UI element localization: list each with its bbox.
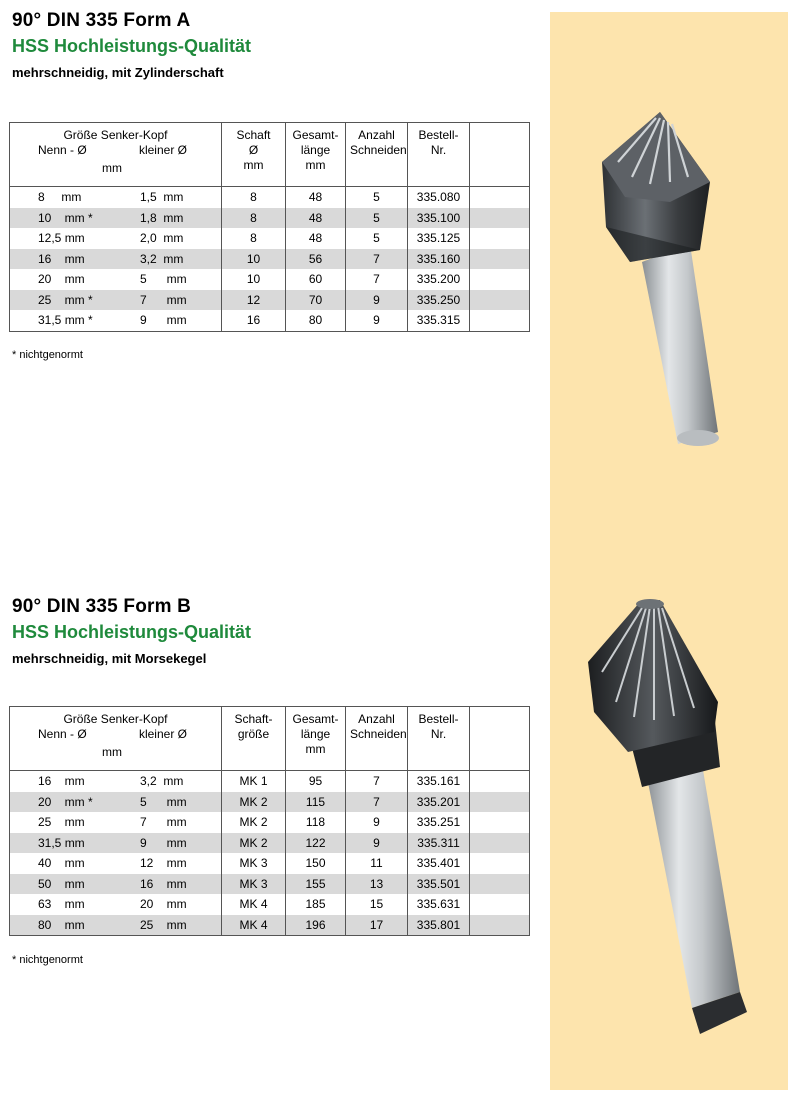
table-row (10, 249, 530, 270)
header-empty (470, 123, 530, 187)
total-length: 155 (286, 874, 346, 895)
total-length: 56 (286, 249, 346, 270)
shaft-size: MK 1 (222, 771, 286, 792)
small-diameter: 5 mm (140, 794, 187, 809)
nenn-diameter: 25 mm * (38, 292, 93, 307)
size-cell (10, 853, 222, 874)
countersink-images (550, 12, 788, 1090)
shaft-size: MK 2 (222, 792, 286, 813)
nenn-diameter: 16 mm (38, 774, 85, 789)
small-diameter: 3,2 mm (140, 774, 184, 789)
empty-cell (470, 792, 530, 813)
nenn-diameter: 40 mm (38, 856, 85, 871)
order-number: 335.160 (408, 249, 470, 270)
cutting-edges: 5 (346, 187, 408, 208)
order-number: 335.161 (408, 771, 470, 792)
size-cell (10, 771, 222, 792)
shaft-size: MK 4 (222, 915, 286, 936)
header-schaftgroesse: Schaft- größe (222, 707, 286, 771)
total-length: 185 (286, 894, 346, 915)
cutting-edges: 5 (346, 228, 408, 249)
section-a-heading (12, 10, 251, 80)
empty-cell (470, 874, 530, 895)
order-number: 335.311 (408, 833, 470, 854)
nenn-diameter: 31,5 mm * (38, 313, 93, 328)
shaft-size: MK 2 (222, 812, 286, 833)
cutting-edges: 15 (346, 894, 408, 915)
nenn-diameter: 16 mm (38, 251, 85, 266)
total-length: 115 (286, 792, 346, 813)
order-number: 335.401 (408, 853, 470, 874)
order-number: 335.200 (408, 269, 470, 290)
nenn-diameter: 20 mm * (38, 794, 93, 809)
header-anzahl-schneiden: Anzahl Schneiden (346, 707, 408, 771)
table-row (10, 833, 530, 854)
nenn-diameter: 63 mm (38, 897, 85, 912)
small-diameter: 25 mm (140, 917, 187, 932)
section-b-subtitle: HSS Hochleistungs-Qualität (12, 622, 252, 642)
shaft-diameter: 8 (222, 187, 286, 208)
table-row (10, 874, 530, 895)
table-row (10, 290, 530, 311)
countersink-form-b-image (588, 599, 747, 1034)
header-gesamtlaenge: Gesamt- länge mm (286, 707, 346, 771)
cutting-edges: 7 (346, 771, 408, 792)
nenn-diameter: 10 mm * (38, 210, 93, 225)
size-cell (10, 812, 222, 833)
cutting-edges: 7 (346, 249, 408, 270)
total-length: 70 (286, 290, 346, 311)
empty-cell (470, 290, 530, 311)
header-groesse: Größe Senker-Kopf Nenn - Ø kleiner Ø mm (10, 123, 222, 187)
table-row (10, 208, 530, 229)
order-number: 335.250 (408, 290, 470, 311)
product-image-panel (550, 12, 788, 1090)
section-a-note: * nichtgenormt (12, 349, 83, 361)
empty-cell (470, 269, 530, 290)
empty-cell (470, 228, 530, 249)
cutting-edges: 17 (346, 915, 408, 936)
total-length: 48 (286, 228, 346, 249)
cutting-edges: 11 (346, 853, 408, 874)
shaft-diameter: 8 (222, 228, 286, 249)
size-cell (10, 249, 222, 270)
shaft-size: MK 3 (222, 853, 286, 874)
cutting-edges: 9 (346, 812, 408, 833)
order-number: 335.100 (408, 208, 470, 229)
order-number: 335.801 (408, 915, 470, 936)
table-row (10, 812, 530, 833)
nenn-diameter: 80 mm (38, 917, 85, 932)
section-b-description: mehrschneidig, mit Morsekegel (12, 651, 207, 666)
empty-cell (470, 208, 530, 229)
header-bestell-nr: Bestell- Nr. (408, 707, 470, 771)
small-diameter: 9 mm (140, 313, 187, 328)
small-diameter: 1,5 mm (140, 190, 184, 205)
cutting-edges: 9 (346, 290, 408, 311)
header-gesamtlaenge: Gesamt- länge mm (286, 123, 346, 187)
small-diameter: 5 mm (140, 272, 187, 287)
cutting-edges: 13 (346, 874, 408, 895)
total-length: 48 (286, 187, 346, 208)
table-row (10, 228, 530, 249)
order-number: 335.315 (408, 310, 470, 331)
size-cell (10, 915, 222, 936)
header-groesse: Größe Senker-Kopf Nenn - Ø kleiner Ø mm (10, 707, 222, 771)
section-a-description: mehrschneidig, mit Zylinderschaft (12, 65, 224, 80)
header-schaft: Schaft Ø mm (222, 123, 286, 187)
nenn-diameter: 8 mm (38, 190, 82, 205)
cutting-edges: 7 (346, 792, 408, 813)
order-number: 335.251 (408, 812, 470, 833)
empty-cell (470, 894, 530, 915)
section-a-subtitle: HSS Hochleistungs-Qualität (12, 36, 252, 56)
cutting-edges: 5 (346, 208, 408, 229)
small-diameter: 12 mm (140, 856, 187, 871)
total-length: 118 (286, 812, 346, 833)
cutting-edges: 9 (346, 310, 408, 331)
small-diameter: 2,0 mm (140, 231, 184, 246)
size-cell (10, 894, 222, 915)
table-form-b (9, 706, 530, 936)
table-row (10, 792, 530, 813)
nenn-diameter: 31,5 mm (38, 835, 85, 850)
shaft-diameter: 12 (222, 290, 286, 311)
empty-cell (470, 853, 530, 874)
empty-cell (470, 833, 530, 854)
cutting-edges: 7 (346, 269, 408, 290)
shaft-size: MK 4 (222, 894, 286, 915)
empty-cell (470, 249, 530, 270)
table-row (10, 853, 530, 874)
countersink-form-a-image (602, 112, 719, 446)
table-row (10, 269, 530, 290)
nenn-diameter: 25 mm (38, 815, 85, 830)
total-length: 122 (286, 833, 346, 854)
small-diameter: 1,8 mm (140, 210, 184, 225)
nenn-diameter: 50 mm (38, 876, 85, 891)
total-length: 60 (286, 269, 346, 290)
small-diameter: 7 mm (140, 292, 187, 307)
total-length: 196 (286, 915, 346, 936)
order-number: 335.501 (408, 874, 470, 895)
header-empty (470, 707, 530, 771)
size-cell (10, 187, 222, 208)
table-row (10, 915, 530, 936)
empty-cell (470, 187, 530, 208)
total-length: 95 (286, 771, 346, 792)
small-diameter: 16 mm (140, 876, 187, 891)
size-cell (10, 310, 222, 331)
empty-cell (470, 771, 530, 792)
size-cell (10, 833, 222, 854)
header-anzahl-schneiden: Anzahl Schneiden (346, 123, 408, 187)
section-b-title: 90° DIN 335 Form B (12, 596, 192, 617)
total-length: 48 (286, 208, 346, 229)
small-diameter: 9 mm (140, 835, 187, 850)
size-cell (10, 208, 222, 229)
small-diameter: 20 mm (140, 897, 187, 912)
order-number: 335.631 (408, 894, 470, 915)
table-row (10, 310, 530, 331)
header-bestell-nr: Bestell- Nr. (408, 123, 470, 187)
section-b-note: * nichtgenormt (12, 954, 83, 966)
nenn-diameter: 20 mm (38, 272, 85, 287)
empty-cell (470, 915, 530, 936)
shaft-diameter: 10 (222, 249, 286, 270)
shaft-size: MK 3 (222, 874, 286, 895)
shaft-diameter: 8 (222, 208, 286, 229)
total-length: 150 (286, 853, 346, 874)
shaft-size: MK 2 (222, 833, 286, 854)
size-cell (10, 792, 222, 813)
shaft-diameter: 16 (222, 310, 286, 331)
table-row (10, 894, 530, 915)
empty-cell (470, 310, 530, 331)
size-cell (10, 290, 222, 311)
table-row (10, 771, 530, 792)
table-row (10, 187, 530, 208)
size-cell (10, 228, 222, 249)
order-number: 335.201 (408, 792, 470, 813)
section-a-title: 90° DIN 335 Form A (12, 10, 191, 31)
table-form-a (9, 122, 530, 332)
empty-cell (470, 812, 530, 833)
shaft-diameter: 10 (222, 269, 286, 290)
small-diameter: 7 mm (140, 815, 187, 830)
order-number: 335.125 (408, 228, 470, 249)
size-cell (10, 269, 222, 290)
size-cell (10, 874, 222, 895)
cutting-edges: 9 (346, 833, 408, 854)
nenn-diameter: 12,5 mm (38, 231, 85, 246)
order-number: 335.080 (408, 187, 470, 208)
total-length: 80 (286, 310, 346, 331)
section-b-heading (12, 596, 251, 666)
small-diameter: 3,2 mm (140, 251, 184, 266)
